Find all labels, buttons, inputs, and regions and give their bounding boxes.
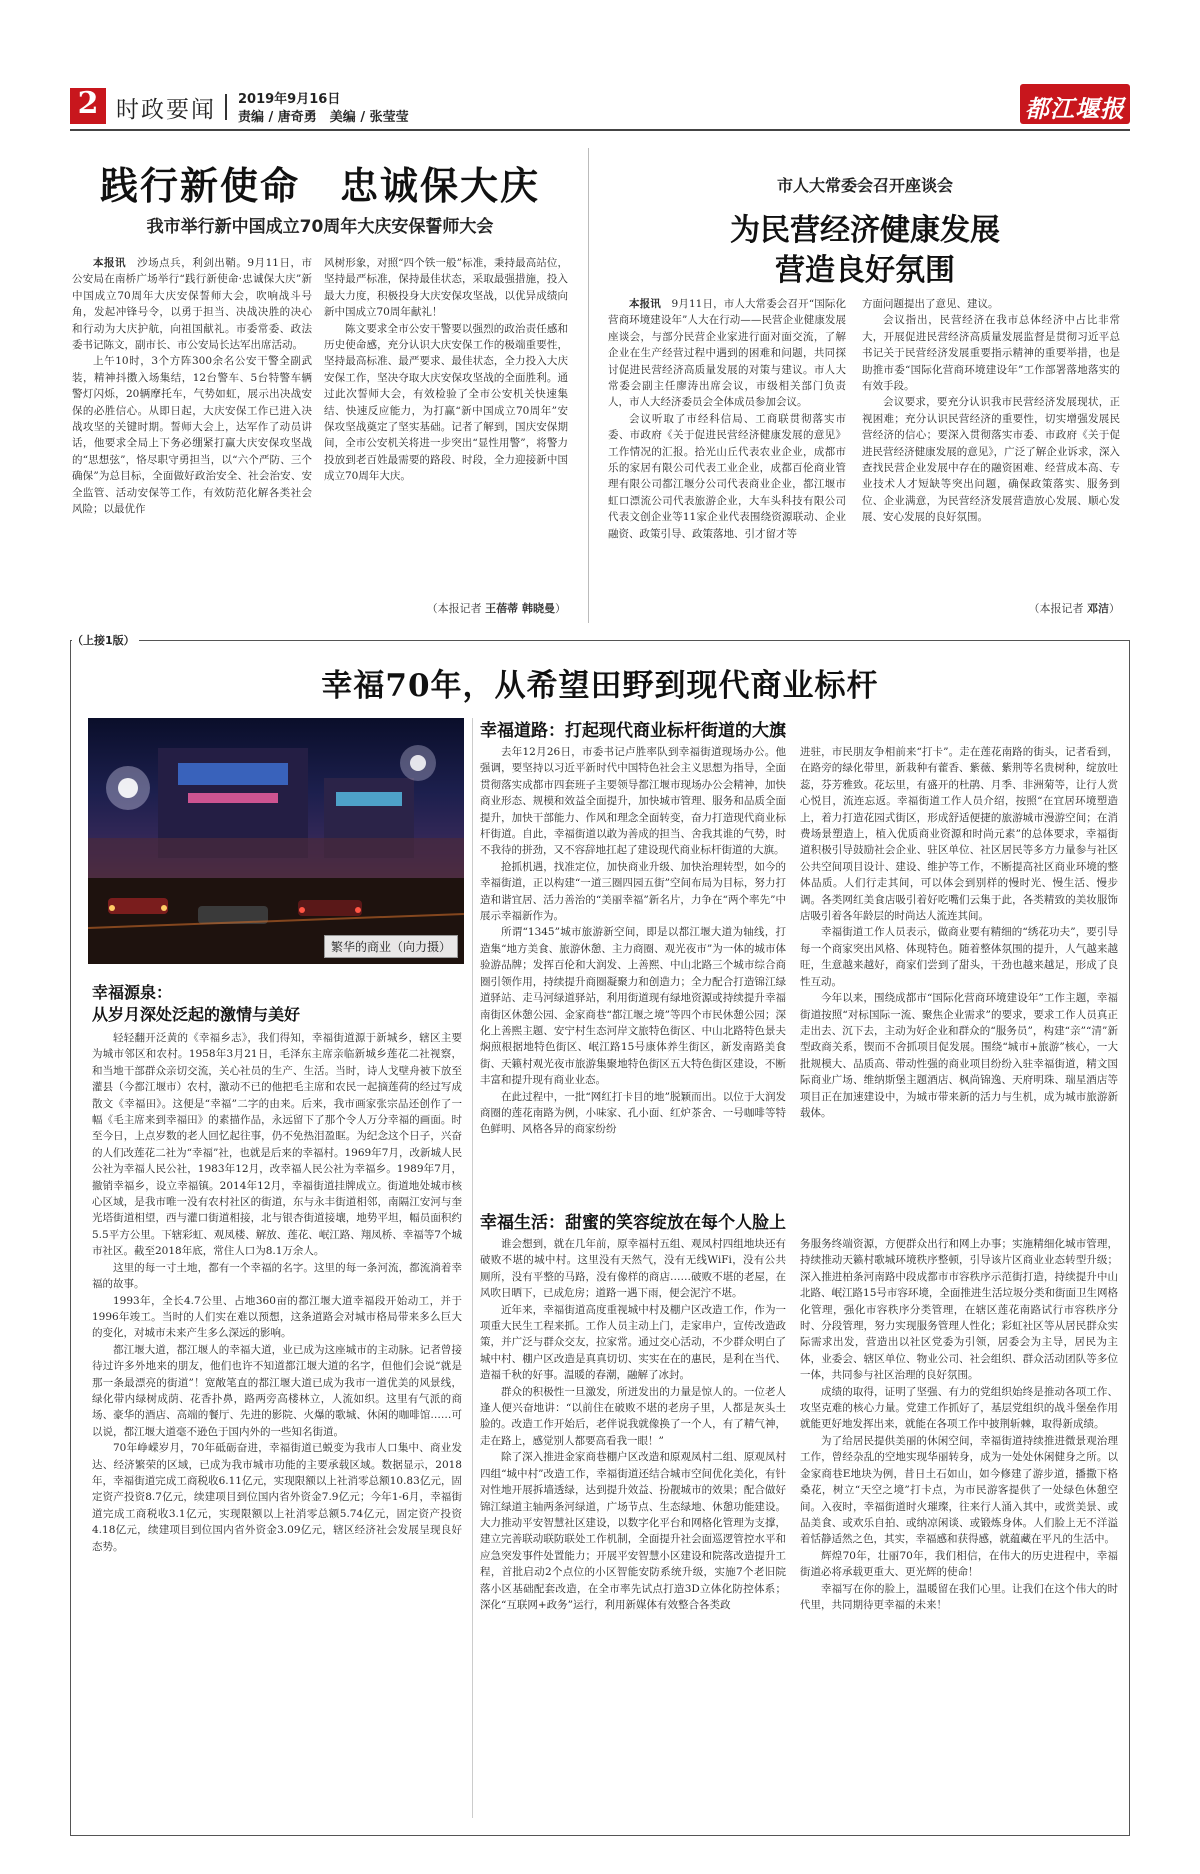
sec3-paragraph: 近年来，幸福街道高度重视城中村及棚户区改造工作，作为一项重大民生工程来抓。工作人员主动上门，走家串户，宣传改造政策，并广泛与群众交友，拉家常。通过交心活动，不少群众明白了城中村、棚户区改造是真真切切、实实在在的惠民，是利在当代、造福千秋的好事。温暖的春潮，融解了冰封。 [480,1303,786,1382]
sec1-paragraph: 都江堰大道，都江堰人的幸福大道，业已成为这座城市的主动脉。记者曾接待过许多外地来的朋友，他们也许不知道都江堰大道的名字，但他们会说“就是那一条最漂亮的街道”！宽敞笔直的都江堰大道已成为我市一道优美的风景线，绿化带内绿树成荫、花香扑鼻，路两旁高楼林立，人流如织。这里有气派的商场、豪华的酒店、高端的餐厅、先进的影院、火爆的歌城、休闲的咖啡馆……可以说，都江堰大道毫不逊色于国内外的一些知名街道。 [92,1343,462,1438]
sec3-paragraph: 群众的积极性一旦激发，所迸发出的力量是惊人的。一位老人逢人便兴奋地讲：“以前住在破败不堪的老房子里，人都是灰头土脸的。改造工作开始后，老伴说我就像换了一个人，有了精气神，走在路上，感觉别人都要高看我一眼！” [480,1385,786,1447]
sec2-paragraph: 在此过程中，一批“网红打卡目的地”脱颖而出。以位于大润发商圈的莲花南路为例，小味家、孔小面、红炉茶舍、一号咖啡等特色鲜明、风格各异的商家纷纷 [480,1090,786,1136]
sec2-paragraph: 今年以来，围绕成都市“国际化营商环境建设年”工作主题，幸福街道按照“对标国际一流、聚焦企业需求”的要求，要求工作人员真正走出去、沉下去，主动为好企业和群众的“服务员”，构建“亲”“清”新型政商关系，锲而不舍抓项目促发展。围绕“城市+旅游”核心，一大批规模大、品质高、带动性强的商业项目纷纷入驻幸福街道，精文国际商业广场、维纳斯堡主题酒店、枫尚锦逸、天府明珠、瑞星酒店等项目正在加速建设中，为城市带来新的活力与生机，成为城市旅游新载体。 [800,992,1118,1119]
sec1-paragraph: 1993年，全长4.7公里、占地360亩的都江堰大道幸福段开始动工，并于1996年竣工。当时的人们实在难以预想，这条道路会对城市格局带来多么巨大的变化，对城市未来产生多么深远的影响。 [92,1294,462,1340]
article2-title-line2: 营造良好氛围 [775,253,955,288]
article2-paragraph: 会议要求，要充分认识我市民营经济发展现状，正视困难；充分认识民营经济的重要性，切实增强发展民营经济的信心；要深入贯彻落实市委、市政府《关于促进民营经济健康发展的意见》，广泛了解企业诉求，深入查找民营企业发展中存在的融资困难、经营成本高、专业技术人才短缺等突出问题，确保政策落实、服务到位、企业满意，为民营经济发展营造放心发展、顺心发展、安心发展的良好氛围。 [862,396,1120,524]
sec3-paragraph: 除了深入推进金家商巷棚户区改造和原观凤村二组、原观凤村四组“城中村”改造工作，幸福街道还结合城市空间优化美化，有针对性地开展拆墙透绿，达到提升效益、扮靓城市的效果；配合做好锦江绿道主轴两条河绿道，广场节点、生态绿地、休憩功能建设。大力推动平安智慧社区建设，以数字化平台和网格化管理为支撑，建立完善联动联防联处工作机制，全面提升社会面巡逻管控水平和应急突发事件处置能力；开展平安智慧小区建设和院落改造提升工程，首批启动2个点位的小区智能安防系统升级，实施7个老旧院落小区基础配套改造，在全市率先试点打造3D立体化防控体系；深化“互联网+政务”运行，利用新媒体有效整合各类政 [480,1451,786,1611]
feature-photo [88,718,464,964]
article2-paragraph: 会议听取了市经科信局、工商联贯彻落实市委、市政府《关于促进民营经济健康发展的意见》工作情况的汇报。拾光山丘代表农业企业，成都市乐的家居有限公司代表工业企业，成都百伦商业管理有限公司都江堰分公司代表商业企业，都江堰市虹口漂流公司代表旅游企业，大车头科技有限公司代表文创企业等11家企业代表围绕资源联动、企业融资、政策引导、政策落地、引才留才等 [608,412,846,540]
editors: 责编 / 唐奇勇 美编 / 张莹莹 [238,110,409,125]
feature-continued-label: （上接1版） [72,632,139,648]
sec3-title: 幸福生活：甜蜜的笑容绽放在每个人脸上 [480,1213,786,1233]
sec1-title-line1: 幸福源泉： [92,983,173,1002]
sec1-column [92,1030,462,1815]
sec3-paragraph: 为了给居民提供美丽的休闲空间，幸福街道持续推进微景观治理工作，曾经杂乱的空地实现华丽转身，成为一处处休闲健身之所。以金家商巷E地块为例，昔日土石如山，如今修建了游步道，播撒下格桑花，树立“天空之境”打卡点，为市民游客提供了一处绿色休憩空间。入夜时，幸福街道时火璀璨，往来行人涌入其中，或赏美景、或品美食、或欢乐自拍、或纳凉闲谈、或锻炼身体。人们脸上无不洋溢着恬静适然之色，其实，幸福感和获得感，就蕴藏在平凡的生活中。 [800,1434,1118,1546]
sec2-paragraph: 去年12月26日，市委书记卢胜率队到幸福街道现场办公。他强调，要坚持以习近平新时代中国特色社会主义思想为指导，全面贯彻落实成都市四套班子主要领导都江堰市现场办公会精神，加快商业形态、规模和效益全面提升，加快城市管理、服务和品质全面提升，加快干部能力、作风和理念全面转变，奋力打造现代商业标杆街道。自此，幸福街道以敢为善成的担当、舍我其谁的气势，时不我待的拼劲，又不容辞地扛起了建设现代商业标杆街道的大旗。 [480,746,786,857]
article1-paragraph: 上午10时，3个方阵300余名公安干警全副武装，精神抖擞入场集结，12台警车、5台特警车辆警灯闪烁，20辆摩托车，气势如虹，展示出决战安保的必胜信心。从即日起，大庆安保工作已进入决战攻坚的关键时期。誓师大会上，达军作了动员讲话，他要求全局上下务必绷紧打赢大庆安保攻坚战的“思想弦”，恪尽职守勇担当，以“六个严防、三个确保”为总目标，全面做好政治安全、社会治安、安全监管、活动安保等工作，有效防范化解各类社会风险；以最优作 [72,355,312,516]
feature-column-divider [472,718,473,1818]
article1-paragraph: 风树形象，对照“四个铁一般”标准，秉持最高站位，坚持最严标准，保持最佳状态，采取最强措施，投入最大力度，积极投身大庆安保攻坚战，以优异成绩向新中国成立70周年献礼！ [324,257,568,319]
article2-paragraph: 会议指出，民营经济在我市总体经济中占比非常大，开展促进民营经济高质量发展监督是贯彻习近平总书记关于民营经济发展重要指示精神的重要举措，也是助推市委“国际化营商环境建设年”工作部署落地落实的有效手段。 [862,314,1120,393]
article1-paragraph: 陈文要求全市公安干警要以强烈的政治责任感和历史使命感，充分认识大庆安保工作的极端重要性，坚持最高标准、最严要求、最佳状态，全力投入大庆安保工作，坚决夺取大庆安保攻坚战的全面胜利。通过此次誓师大会，有效检验了全市公安机关快速集结、快速反应能力，为打赢“新中国成立70周年”安保攻坚战奠定了坚实基础。记者了解到，国庆安保期间，全市公安机关将进一步突出“显性用警”，将警力投放到老百姓最需要的路段、时段，全力迎接新中国成立70周年大庆。 [324,322,568,483]
sec3-column-1 [480,1236,786,1821]
article1-subtitle: 我市举行新中国成立70周年大庆安保誓师大会 [146,217,494,237]
section-divider [225,94,227,120]
article2-kicker: 市人大常委会召开座谈会 [776,176,953,195]
sec3-paragraph: 幸福写在你的脸上，温暖留在我们心里。让我们在这个伟大的时代里，共同期待更幸福的未来！ [800,1582,1118,1611]
sec2-paragraph: 抢抓机遇，找准定位，加快商业升级、加快治理转型，如今的幸福街道，正以构建“一道三圈四园五街”空间布局为目标，努力打造和谐宜居、活力善治的“美丽幸福”新名片，力争在“两个率先”中展示幸福新作为。 [480,860,786,923]
article2-byline: （本报记者 邓洁） [1028,602,1120,615]
sec2-column-1 [480,744,786,1192]
article2-title-line1: 为民营经济健康发展 [730,213,1000,248]
paper-logo-text: 都江堰报 [1025,94,1125,123]
article2-paragraph: 本报讯 9月11日，市人大常委会召开“国际化营商环境建设年”人大在行动——民营企业健康发展座谈会，与部分民营企业家进行面对面交流，了解企业在生产经营过程中遇到的困难和问题，共同探讨促进民营经济高质量发展的对策与建议。市人大常委会副主任廖涛出席会议，市级相关部门负责人，市人大经济委员会全体成员参加会议。 [608,298,846,409]
article1-column-1 [72,255,312,627]
article2-column-1 [608,296,846,608]
sec2-paragraph: 所谓“1345”城市旅游新空间，即是以都江堰大道为轴线，打造集“地方美食、旅游休憩、主力商圈、观光夜市”为一体的城市体验游品牌；发挥百伦和大润发、上善熙、中山北路三个城市综合商圈引领作用，持续提升商圈凝聚力和创造力；全力配合打造锦江绿道驿站、走马河绿道驿站，利用街道现有绿地资源或持续提升幸福南街区休憩公园、金家商巷“都江堰之境”等四个市民休憩公园；深化上善熙主题、安宁村生态河岸文旅特色街区、中山北路特色景夫焖煎根据地特色街区、岷江路15号康体养生街区，新发南路美食街、天籁村观光夜市旅游集聚地特色街区五大特色街区建设，不断丰富和提升现有商业业态。 [480,926,786,1087]
paper-logo [1020,84,1130,124]
article1-paragraph: 本报讯 沙场点兵，利剑出鞘。9月11日，市公安局在南桥广场举行“践行新使命·忠诚保大庆”新中国成立70周年大庆安保誓师大会，吹响战斗号角，发起冲锋号令，以勇于担当、决战决胜的决心和行动为大庆护航，向祖国献礼。市委常委、政法委书记陈文，副市长、市公安局长达军出席活动。 [72,257,312,352]
sec2-paragraph: 进驻，市民朋友争相前来“打卡”。走在莲花南路的街头，记者看到，在路旁的绿化带里，新栽种有藿香、紫薇、紫荆等名贵树种，绽放吐蕊，芬芳雅致。花坛里，有盛开的杜鹃、月季、非洲菊等，让行人赏心悦目，流连忘返。幸福街道工作人员介绍，按照“在宜居环境塑造上，着力打造花园式街区，形成舒适便捷的旅游城市漫游空间；在消费场景塑造上，植入优质商业资源和时尚元素”的总体要求，幸福街道积极引导鼓励社会企业、驻区单位、社区居民等多方力量参与社区公共空间项目设计、建设、维护等工作，不断提高社区商业环境的整体品质。人们行走其间，可以体会到别样的慢时光、慢生活、慢步调。各类网红美食店吸引着好吃嘴们云集于此，各类精致的美妆服饰店吸引着各年龄层的时尚达人流连其间。 [800,746,1118,923]
sec3-paragraph: 务服务终端资源，方便群众出行和网上办事；实施精细化城市管理，持续推动天籁村歌城环境秩序整顿，引导该片区商业业态转型升级；深入推进柏条河南路中段成都市市容秩序示范街打造，持续提升中山北路、岷江路15号市容环境，全面推进生活垃圾分类和街面卫生网格化管理，强化市容秩序分类管理，在辖区莲花南路试行市容秩序分时、分段管理，努力实现服务管理人性化；彩虹社区等从居民群众实际需求出发，营造出以社区党委为引领，居委会为主导，居民为主体，业委会、辖区单位、物业公司、社会组织、群众活动团队等多位一体，共同参与社区治理的良好氛围。 [800,1238,1118,1382]
sec2-title: 幸福道路：打起现代商业标杆街道的大旗 [480,721,786,741]
sec1-paragraph: 70年峥嵘岁月，70年砥砺奋进，幸福街道已蜕变为我市人口集中、商业发达、经济繁荣的区域，已成为我市城市功能的主要承载区域。数据显示，2018年，幸福街道完成工商税收6.11亿元，实现限额以上社消零总额10.83亿元，固定资产投资8.7亿元，续建项目到位国内省外资金7.9亿元；今年1-6月，幸福街道完成工商税收3.1亿元，实现限额以上社消零总额5.74亿元，固定资产投资4.18亿元，续建项目到位国内省外资金3.09亿元，辖区经济社会发展呈现良好态势。 [92,1442,462,1553]
article1-column-2 [324,255,568,595]
page-number: 2 [77,86,99,121]
masthead-rule [70,129,1130,131]
article1-reporters: 王蓓蒂 韩晓曼 [485,602,555,615]
article-column-divider [588,148,589,623]
sec1-paragraph: 这里的每一寸土地，都有一个幸福的名字。这里的每一条河流，都流淌着幸福的故事。 [92,1261,462,1291]
masthead [70,88,1130,126]
sec2-column-2 [800,744,1118,1192]
article2-paragraph: 方面问题提出了意见、建议。 [862,298,999,310]
issue-date: 2019年9月16日 [238,92,341,107]
photo-caption: 繁华的商业（向力摄） [324,935,458,958]
feature-title: 幸福70年，从希望田野到现代商业标杆 [321,668,879,704]
section-name: 时政要闻 [116,97,216,123]
sec3-paragraph: 成绩的取得，证明了坚强、有力的党组织始终是推动各项工作、攻坚克难的核心力量。党建工作抓好了，基层党组织的战斗堡垒作用就能更好地发挥出来，就能在各项工作中披荆斩棘，取得新成绩。 [800,1385,1118,1431]
page-number-badge [70,88,106,124]
article1-title: 践行新使命 忠诚保大庆 [99,163,540,208]
sec3-column-2 [800,1236,1118,1821]
article2-reporters: 邓洁 [1087,602,1109,615]
sec1-title-line2: 从岁月深处泛起的激情与美好 [92,1005,301,1024]
sec3-paragraph: 辉煌70年，壮丽70年，我们相信，在伟大的历史进程中，幸福街道必将承载更重大、更光辉的使命！ [800,1549,1118,1579]
sec3-paragraph: 谁会想到，就在几年前，原幸福村五组、观凤村四组地块还有破败不堪的城中村。这里没有天然气，没有无线WiFi，没有公共厕所，没有平整的马路，没有像样的商店……破败不堪的老屋，在风吹日晒下，已成危房；道路一遇下雨，便会泥泞不堪。 [480,1238,786,1300]
sec1-paragraph: 轻轻翻开泛黄的《幸福乡志》，我们得知，幸福街道源于新城乡，辖区主要为城市邻区和农村。1958年3月21日，毛泽东主席亲临新城乡莲花二社视察，和当地干部群众亲切交流，关心社员的生产、生活。当时，诗人戈壁舟被下放至灌县（今都江堰市）农村，激动不已的他把毛主席和农民一起摘莲荷的经过写成散文《幸福田》。这便是“幸福”二字的由来。后来，我市画家张宗品还创作了一幅《毛主席来到幸福田》的素描作品，永远留下了那个令人万分幸福的画面。时至今日，上点岁数的老人回忆起往事，仍不免热泪盈眶。为纪念这个日子，兴奋的人们改莲花二社为“幸福”社，也就是后来的幸福村。1969年7月，改新城人民公社为幸福人民公社，1983年12月，改幸福人民公社为幸福乡。1989年7月，撤销幸福乡，设立幸福镇。2014年12月，幸福街道挂牌成立。街道地处城市核心区域，是我市唯一没有农村社区的街道，东与永丰街道相邻，南隔江安河与奎光塔街道相望，西与灌口街道相接，北与银杏街道接壤，地势平坦，幅员面积约5.5平方公里。下辖彩虹、观凤楼、解放、莲花、岷江路、翔凤桥、幸福等7个城市社区。截至2018年底，常住人口为8.1万余人。 [92,1032,462,1258]
article2-column-2 [862,296,1120,596]
article1-byline: （本报记者 王蓓蒂 韩晓曼） [426,602,566,615]
sec2-paragraph: 幸福街道工作人员表示，做商业要有精细的“绣花功夫”，要引导每一个商家突出风格、体现特色。随着整体氛围的提升，人气越来越旺，生意越来越好，商家们尝到了甜头，干劲也越来越足，形成了良性互动。 [800,926,1118,988]
night-city-illustration [88,718,464,964]
